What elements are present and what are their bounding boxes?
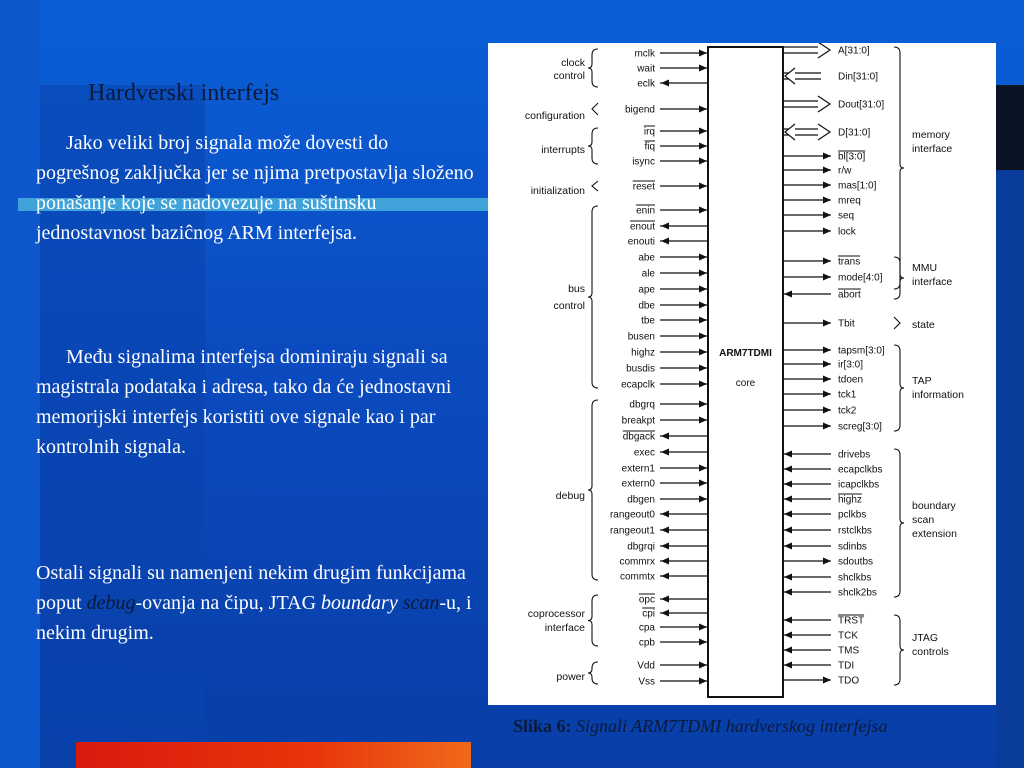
caption-text: Signali ARM7TDMI hardverskog interfejsa (576, 716, 888, 736)
signal-label-breakpt: breakpt (621, 415, 655, 427)
group-label-mmu-interface-2: interface (912, 276, 953, 288)
signal-arrow-cpi (661, 610, 669, 617)
signal-label-bl-3-0: bl[3:0] (838, 151, 866, 163)
group-label-interrupts-1: interrupts (541, 144, 585, 156)
signal-label-dbgrqi: dbgrqi (627, 541, 655, 553)
signal-arrow-ale (699, 270, 707, 277)
paragraph-3-part2: -ovanja na čipu, JTAG (135, 592, 322, 614)
signal-label-vss: Vss (638, 676, 655, 688)
signal-label-dbe: dbe (638, 300, 655, 312)
signal-label-cpi: cpi (642, 608, 655, 620)
signal-label-lock: lock (838, 226, 856, 238)
signal-label-tck2: tck2 (838, 405, 857, 417)
group-label-boundary-scan-extension-1: boundary (912, 500, 956, 512)
signal-label-tdi: TDI (838, 660, 855, 672)
signal-arrow-icapclkbs (784, 481, 792, 488)
signal-arrow-abort (784, 291, 792, 298)
signal-arrow-busdis (699, 365, 707, 372)
signal-arrow-enout (661, 223, 669, 230)
signal-label-abe: abe (638, 252, 655, 264)
slide-title: Hardverski interfejs (88, 80, 280, 106)
group-label-jtag-controls-2: controls (912, 646, 949, 658)
group-brace-coprocessor-interface (588, 595, 598, 646)
signal-label-tck1: tck1 (838, 389, 857, 401)
group-brace-initialization (592, 181, 598, 191)
signal-label-enout: enout (629, 221, 655, 233)
signal-arrow-mreq (823, 197, 831, 204)
signal-label-enin: enin (636, 205, 655, 217)
signal-arrow-opc (661, 596, 669, 603)
signal-label-trans: trans (838, 256, 861, 268)
signal-label-r-w: r/w (838, 165, 852, 177)
group-brace-configuration (592, 103, 598, 115)
group-brace-jtag-controls (894, 615, 904, 685)
signal-arrow-enin (699, 207, 707, 214)
signal-arrow-tck2 (823, 407, 831, 414)
signal-arrow-breakpt (699, 417, 707, 424)
group-label-boundary-scan-extension-2: scan (912, 514, 935, 526)
signal-arrow-exec (661, 449, 669, 456)
signal-label-tck: TCK (838, 630, 858, 642)
group-brace-debug (588, 400, 598, 580)
paragraph-3-debug: debug (86, 592, 136, 614)
group-label-bus-control-2: control (553, 300, 585, 312)
signal-label-busen: busen (627, 331, 655, 343)
bus-arrow-din-31-0 (785, 68, 795, 84)
signal-label-busdis: busdis (626, 363, 655, 375)
signal-label-bigend: bigend (624, 104, 655, 116)
paragraph-3-boundary: boundary (321, 592, 398, 614)
signal-arrow-bl-3-0 (823, 153, 831, 160)
signal-arrow-tdi (784, 662, 792, 669)
signal-arrow-tck1 (823, 391, 831, 398)
signal-label-d-31-0: D[31:0] (838, 127, 871, 139)
signal-label-ale: ale (641, 268, 655, 280)
group-brace-tap-information (894, 345, 904, 431)
signal-arrow-highz (699, 349, 707, 356)
group-brace-bus-control (588, 206, 598, 388)
signal-arrow-extern1 (699, 465, 707, 472)
group-brace-state (894, 317, 900, 329)
signal-label-pclkbs: pclkbs (838, 509, 867, 521)
signal-label-shclkbs: shclkbs (838, 572, 872, 584)
signal-label-mas-1-0: mas[1:0] (838, 180, 877, 192)
bus-arrow-d-31-0 (818, 124, 830, 140)
signal-label-mclk: mclk (634, 48, 655, 60)
signal-arrow-mclk (699, 50, 707, 57)
signal-label-din-31-0: Din[31:0] (838, 71, 879, 83)
signal-label-dbgen: dbgen (627, 494, 655, 506)
signal-label-tdo: TDO (838, 675, 860, 687)
signal-label-enouti: enouti (627, 236, 655, 248)
paragraph-3-part3: -u, i nekim drugim. (36, 592, 472, 644)
signal-arrow-dbgrqi (661, 543, 669, 550)
figure-panel (488, 43, 996, 705)
signal-arrow-trst (784, 617, 792, 624)
signal-label-fiq: fiq (644, 141, 655, 153)
core-block (708, 47, 783, 697)
signal-arrow-isync (699, 158, 707, 165)
core-label-line-1: ARM7TDMI (719, 348, 772, 359)
signal-arrow-pclkbs (784, 511, 792, 518)
signal-arrow-trans (823, 258, 831, 265)
signal-label-ecapclk: ecapclk (621, 379, 655, 391)
signal-arrow-commrx (661, 558, 669, 565)
signal-label-sdoutbs: sdoutbs (838, 556, 874, 568)
signal-arrow-drivebs (784, 451, 792, 458)
signal-arrow-highz (784, 496, 792, 503)
signal-label-highz: highz (631, 347, 655, 359)
paragraph-1-text: Jako veliki broj signala može dovesti do pogrešnog zaključka jer se njima pretpostavlja složeno ponašanje koje se nadovezuje na suštinsku jednostavnost baziĉnog ARM interfejsa. (36, 132, 474, 244)
group-brace-mmu-interface (894, 257, 904, 299)
signal-arrow-busen (699, 333, 707, 340)
group-label-coprocessor-interface-1: coprocessor (527, 608, 585, 620)
signal-label-commrx: commrx (619, 556, 655, 568)
signal-arrow-shclk2bs (784, 589, 792, 596)
bus-arrow-dout-31-0 (818, 96, 830, 112)
signal-label-exec: exec (633, 447, 655, 459)
group-brace-interrupts (588, 128, 598, 164)
group-label-tap-information-2: information (912, 389, 964, 401)
signal-arrow-dbe (699, 302, 707, 309)
paragraph-3-scan: scan (402, 592, 440, 614)
group-brace-power (588, 662, 598, 684)
caption-label: Slika 6: (513, 716, 572, 736)
background-band-left (0, 0, 40, 768)
signal-arrow-sdoutbs (823, 558, 831, 565)
signal-label-drivebs: drivebs (838, 449, 871, 461)
signal-arrow-ecapclkbs (784, 466, 792, 473)
group-brace-clock-control (588, 49, 598, 87)
group-label-clock-control-1: clock (561, 57, 585, 69)
group-label-memory-interface-2: interface (912, 143, 953, 155)
paragraph-3-part1: Ostali signali su namenjeni nekim drugim funkcijama poput (36, 562, 466, 614)
signal-arrow-tdoen (823, 376, 831, 383)
signal-label-rstclkbs: rstclkbs (838, 525, 872, 537)
signal-label-extern0: extern0 (621, 478, 655, 490)
signal-arrow-vss (699, 678, 707, 685)
signal-label-opc: opc (638, 594, 655, 606)
signal-label-screg-3-0: screg[3:0] (838, 421, 882, 433)
signal-label-seq: seq (838, 210, 855, 222)
group-label-debug-1: debug (555, 490, 585, 502)
signal-arrow-shclkbs (784, 574, 792, 581)
signal-arrow-abe (699, 254, 707, 261)
signal-arrow-tck (784, 632, 792, 639)
signal-label-abort: abort (838, 289, 861, 301)
signal-arrow-screg-3-0 (823, 423, 831, 430)
signal-arrow-lock (823, 228, 831, 235)
signal-arrow-tbit (823, 320, 831, 327)
signal-arrow-eclk (661, 80, 669, 87)
signal-arrow-cpb (699, 639, 707, 646)
signal-arrow-mas-1-0 (823, 182, 831, 189)
signal-arrow-seq (823, 212, 831, 219)
signal-label-tms: TMS (838, 645, 860, 657)
signal-label-a-31-0: A[31:0] (838, 45, 870, 57)
group-label-configuration-1: configuration (524, 110, 585, 122)
arm7tdmi-signal-diagram (488, 43, 996, 705)
signal-arrow-ape (699, 286, 707, 293)
signal-arrow-mode-4-0 (823, 274, 831, 281)
signal-arrow-cpa (699, 624, 707, 631)
signal-arrow-reset (699, 183, 707, 190)
signal-arrow-tbe (699, 317, 707, 324)
signal-arrow-vdd (699, 662, 707, 669)
bus-arrow-in-d-31-0 (785, 124, 795, 140)
signal-arrow-fiq (699, 143, 707, 150)
signal-arrow-ecapclk (699, 381, 707, 388)
signal-label-shclk2bs: shclk2bs (838, 587, 877, 599)
signal-label-tbit: Tbit (838, 318, 855, 330)
signal-label-tbe: tbe (641, 315, 655, 327)
signal-label-tdoen: tdoen (838, 374, 864, 386)
background-band-right (996, 85, 1024, 768)
signal-arrow-sdinbs (784, 543, 792, 550)
group-label-memory-interface-1: memory (912, 129, 950, 141)
signal-label-wait: wait (637, 63, 655, 75)
signal-label-highz: highz (838, 494, 862, 506)
signal-label-rangeout0: rangeout0 (609, 509, 655, 521)
paragraph-1 (36, 128, 476, 248)
signal-arrow-dbgack (661, 433, 669, 440)
signal-label-ape: ape (638, 284, 655, 296)
signal-label-irq: irq (643, 126, 655, 138)
signal-label-reset: reset (632, 181, 655, 193)
paragraph-2 (36, 342, 476, 462)
signal-arrow-rangeout1 (661, 527, 669, 534)
signal-arrow-irq (699, 128, 707, 135)
signal-arrow-rstclkbs (784, 527, 792, 534)
signal-arrow-rangeout0 (661, 511, 669, 518)
signal-arrow-dbgen (699, 496, 707, 503)
figure-caption (513, 716, 888, 737)
group-label-boundary-scan-extension-3: extension (912, 528, 957, 540)
core-label-line-2: core (735, 378, 756, 389)
signal-arrow-commtx (661, 573, 669, 580)
background-corner-dark (996, 85, 1024, 170)
signal-label-cpa: cpa (638, 622, 655, 634)
group-label-initialization-1: initialization (530, 185, 585, 197)
group-label-mmu-interface-1: MMU (912, 262, 938, 274)
signal-arrow-extern0 (699, 480, 707, 487)
signal-label-eclk: eclk (637, 78, 655, 90)
signal-label-dbgack: dbgack (622, 431, 655, 443)
signal-label-ecapclkbs: ecapclkbs (838, 464, 883, 476)
signal-arrow-ir-3-0 (823, 361, 831, 368)
signal-arrow-tms (784, 647, 792, 654)
signal-label-commtx: commtx (620, 571, 655, 583)
signal-arrow-wait (699, 65, 707, 72)
group-label-clock-control-2: control (553, 70, 585, 82)
group-label-tap-information-1: TAP (912, 375, 932, 387)
signal-label-cpb: cpb (638, 637, 655, 649)
signal-label-extern1: extern1 (621, 463, 655, 475)
signal-label-vdd: Vdd (637, 660, 655, 672)
signal-label-dbgrq: dbgrq (629, 399, 655, 411)
signal-arrow-r-w (823, 167, 831, 174)
bus-arrow-a-31-0 (818, 43, 830, 58)
paragraph-2-text: Među signalima interfejsa dominiraju signali sa magistrala podataka i adresa, tako da će jednostavni memorijski interfejs koristiti ove signale kao i par kontrolnih signala. (36, 346, 452, 458)
group-label-coprocessor-interface-2: interface (544, 622, 585, 634)
signal-arrow-tdo (823, 677, 831, 684)
signal-label-dout-31-0: Dout[31:0] (838, 99, 885, 111)
signal-arrow-dbgrq (699, 401, 707, 408)
signal-label-trst: TRST (838, 615, 865, 627)
signal-arrow-tapsm-3-0 (823, 347, 831, 354)
signal-label-rangeout1: rangeout1 (609, 525, 655, 537)
group-label-state-1: state (912, 319, 935, 331)
signal-label-isync: isync (632, 156, 655, 168)
signal-label-mode-4-0: mode[4:0] (838, 272, 883, 284)
signal-label-icapclkbs: icapclkbs (838, 479, 880, 491)
group-label-power-1: power (556, 671, 585, 683)
group-brace-memory-interface (894, 47, 904, 289)
signal-label-sdinbs: sdinbs (838, 541, 867, 553)
decorative-red-bar (76, 742, 471, 768)
signal-arrow-enouti (661, 238, 669, 245)
signal-label-tapsm-3-0: tapsm[3:0] (838, 345, 885, 357)
signal-label-mreq: mreq (838, 195, 861, 207)
signal-label-ir-3-0: ir[3:0] (838, 359, 864, 371)
group-label-jtag-controls-1: JTAG (912, 632, 939, 644)
group-label-bus-control-1: bus (568, 283, 585, 295)
paragraph-3 (36, 558, 476, 648)
group-brace-boundary-scan-extension (894, 449, 904, 597)
signal-arrow-bigend (699, 106, 707, 113)
